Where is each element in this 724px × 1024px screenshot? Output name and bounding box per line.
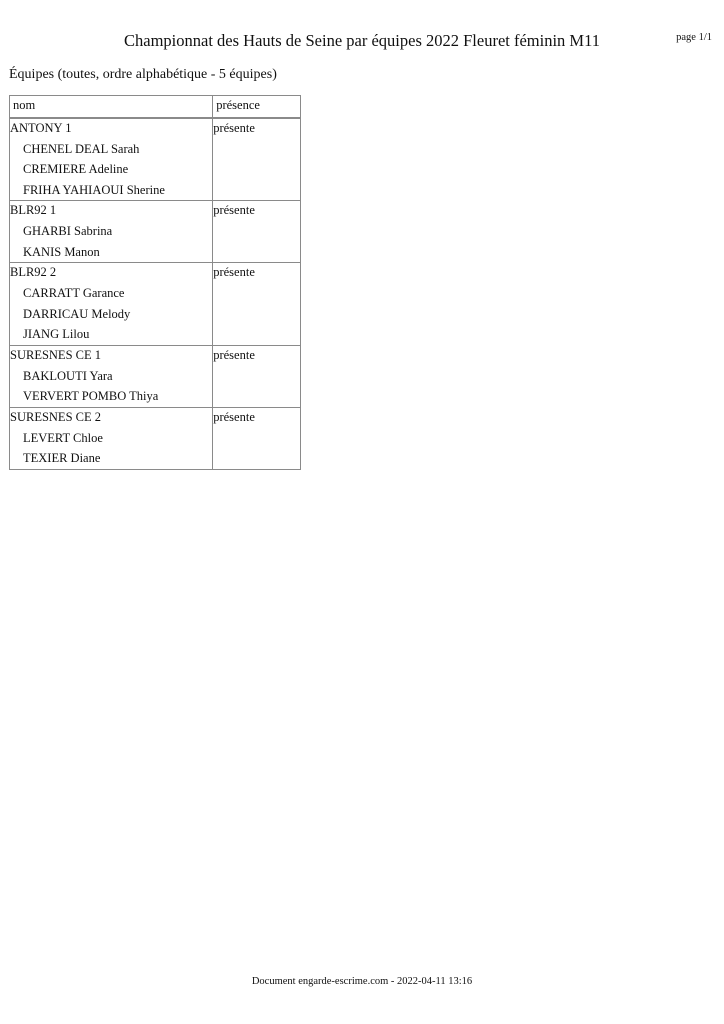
page-number: page 1/1 (676, 32, 712, 43)
presence-cell: présente (213, 407, 301, 469)
table-row (10, 263, 301, 346)
team-member: GHARBI Sabrina (23, 224, 113, 238)
table-header-row (10, 96, 301, 118)
presence-cell: présente (213, 263, 301, 346)
team-member: VERVERT POMBO Thiya (23, 389, 159, 403)
team-name: SURESNES CE 2 (10, 409, 101, 424)
teams-table (9, 95, 301, 470)
table-row (10, 201, 301, 263)
presence-cell: présente (213, 345, 301, 407)
team-name: BLR92 1 (10, 203, 57, 217)
teams-body (10, 118, 301, 470)
team-member: BAKLOUTI Yara (23, 368, 113, 383)
team-member: CARRATT Garance (23, 286, 125, 300)
team-cell (10, 263, 213, 346)
team-member: CHENEL DEAL Sarah (23, 141, 140, 156)
table-row (10, 118, 301, 201)
team-member: TEXIER Diane (23, 451, 101, 465)
team-member: FRIHA YAHIAOUI Sherine (23, 182, 165, 197)
presence-cell: présente (213, 201, 301, 263)
team-cell (10, 118, 213, 201)
team-member: LEVERT Chloe (23, 430, 103, 445)
team-name: BLR92 2 (10, 265, 57, 279)
column-header-presence: présence (213, 96, 301, 118)
team-member: KANIS Manon (23, 244, 100, 259)
section-subtitle: Équipes (toutes, ordre alphabétique - 5 équipes) (9, 67, 277, 82)
document-title: Championnat des Hauts de Seine par équipes 2022 Fleuret féminin M11 (124, 31, 600, 50)
team-name: SURESNES CE 1 (10, 347, 101, 362)
team-member: CREMIERE Adeline (23, 162, 129, 176)
column-header-name: nom (10, 96, 213, 118)
team-cell (10, 407, 213, 469)
team-member: JIANG Lilou (23, 327, 90, 341)
presence-cell: présente (213, 118, 301, 201)
team-cell (10, 201, 213, 263)
footer: Document engarde-escrime.com - 2022-04-11 13:16 (251, 976, 473, 987)
team-name: ANTONY 1 (10, 120, 72, 135)
table-row (10, 407, 301, 469)
table-row (10, 345, 301, 407)
team-member: DARRICAU Melody (23, 306, 131, 321)
team-cell (10, 345, 213, 407)
